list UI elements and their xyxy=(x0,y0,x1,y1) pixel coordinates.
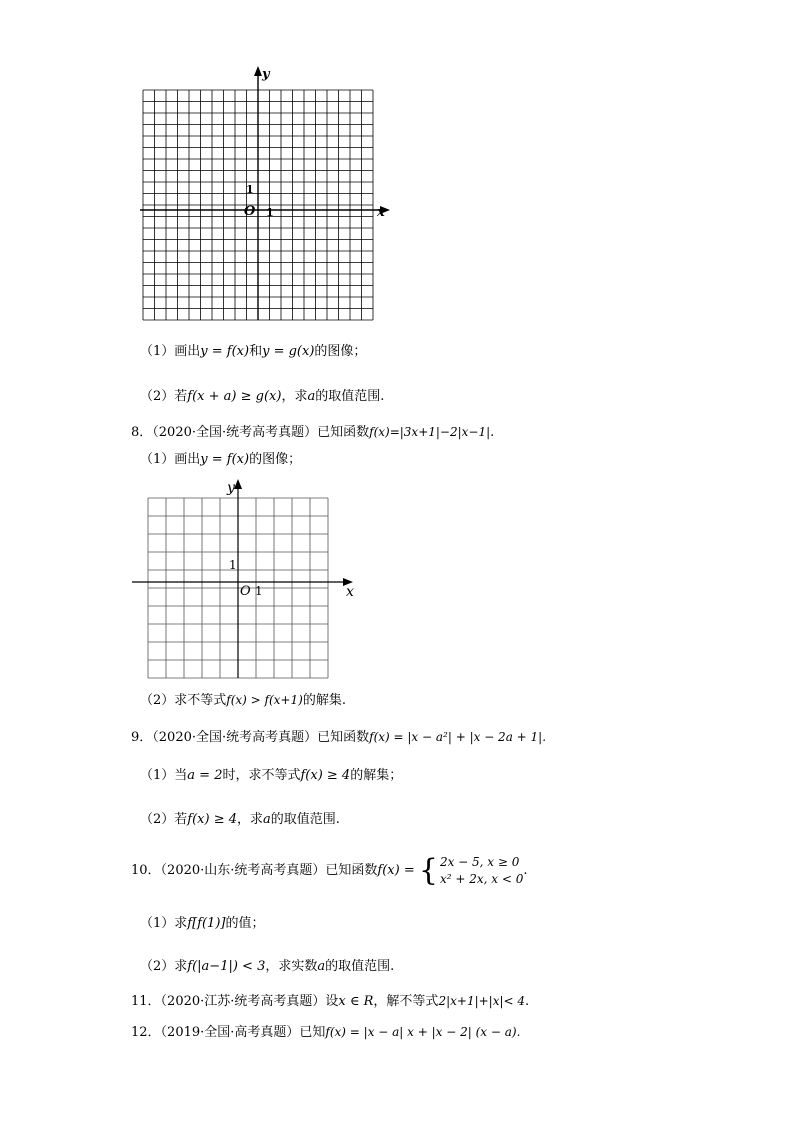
q10-part1: （1）求f[f(1)]的值； xyxy=(140,916,265,931)
coordinate-grid-2 xyxy=(130,476,370,682)
q10-part2: （2）求f(|a−1|) < 3，求实数a的取值范围. xyxy=(140,959,395,974)
q11-heading: 11．（2020·江苏·统考高考真题）设x ∈ R，解不等式2|x+1|+|x|< 4. xyxy=(131,994,530,1009)
q8-part2: （2）求不等式f(x) > f(x+1)的解集. xyxy=(140,693,346,708)
q7-part2: （2）若f(x + a) ≥ g(x)，求a的取值范围. xyxy=(140,389,385,404)
y-axis-arrow xyxy=(254,66,262,76)
q8-heading: 8．（2020·全国·统考高考真题）已知函数f(x)=|3x+1|−2|x−1|. xyxy=(131,425,495,440)
y-label: y xyxy=(262,67,270,82)
coordinate-grid-1 xyxy=(130,62,400,324)
q12-heading: 12．（2019·全国·高考真题）已知f(x) = |x − a| x + |x − 2| (x − a). xyxy=(131,1025,521,1040)
origin-label: O xyxy=(244,204,256,219)
y-axis-arrow xyxy=(234,479,242,489)
x-label: x xyxy=(377,205,385,220)
y-unit-label: 1 xyxy=(229,558,237,572)
q7-part1: （1）画出y = f(x)和y = g(x)的图像； xyxy=(140,344,367,359)
q8-part1: （1）画出y = f(x)的图像； xyxy=(140,452,302,467)
y-unit-label: 1 xyxy=(246,183,254,196)
q9-heading: 9．（2020·全国·统考高考真题）已知函数f(x) = |x − a²| + |x − 2a + 1|. xyxy=(131,730,547,745)
y-label: y xyxy=(227,480,235,496)
piecewise-cases: 2x − 5, x ≥ 0 x² + 2x, x < 0 xyxy=(439,854,524,886)
origin-label: O xyxy=(240,584,251,599)
piecewise-brace: { xyxy=(418,852,438,888)
q10-heading: 10．（2020·山东·统考高考真题）已知函数f(x) = { 2x − 5, x ≥ 0 x² + 2x, x < 0. xyxy=(131,852,528,888)
x-unit-label: 1 xyxy=(255,584,263,598)
q9-part2: （2）若f(x) ≥ 4，求a的取值范围. xyxy=(140,812,340,827)
q9-part1: （1）当a = 2时，求不等式f(x) ≥ 4的解集； xyxy=(140,768,403,783)
x-label: x xyxy=(346,584,354,600)
x-unit-label: 1 xyxy=(266,206,274,219)
